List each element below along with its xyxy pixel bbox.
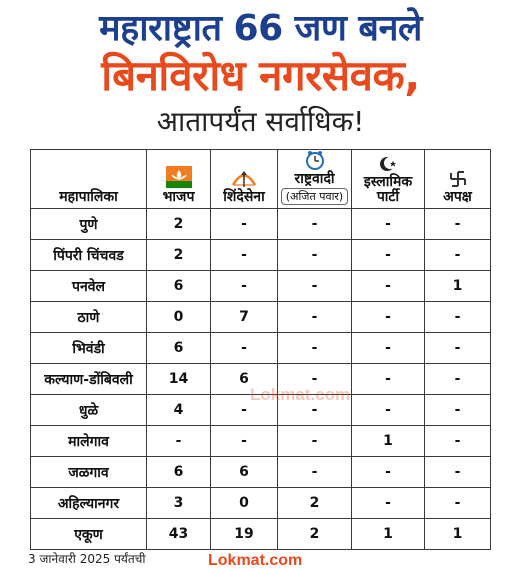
seat-count-cell: - [278, 426, 352, 457]
table-row [31, 240, 491, 271]
seat-count-cell: 2 [147, 209, 211, 240]
table-row [31, 457, 491, 488]
seat-count-cell: 2 [278, 519, 352, 550]
seat-count-cell: 4 [147, 395, 211, 426]
seat-count-cell: - [425, 488, 491, 519]
seat-count-cell: - [425, 457, 491, 488]
seat-count-cell: - [278, 457, 352, 488]
seat-count-cell: - [278, 240, 352, 271]
seat-count-cell: - [147, 426, 211, 457]
seat-count-cell: - [278, 209, 352, 240]
headline-line2: बिनविरोध नगरसेवक, [101, 51, 420, 100]
seat-count-cell: - [211, 240, 278, 271]
seat-count-cell: - [278, 395, 352, 426]
seat-count-cell: - [352, 457, 425, 488]
seat-count-cell: - [278, 271, 352, 302]
seat-count-cell: - [211, 426, 278, 457]
header-independent [425, 150, 491, 209]
seat-count-cell: - [425, 302, 491, 333]
municipality-cell: पुणे [31, 209, 147, 240]
seat-count-cell: - [211, 209, 278, 240]
seat-count-cell: 43 [147, 519, 211, 550]
header-label: भाजप [162, 189, 195, 205]
seat-count-cell: 1 [352, 519, 425, 550]
header-sublabel: (अजित पवार) [281, 188, 348, 205]
municipality-cell: भिवंडी [31, 333, 147, 364]
seat-count-cell: - [352, 240, 425, 271]
seat-count-cell: - [352, 209, 425, 240]
seat-count-cell: - [211, 333, 278, 364]
clock-icon [304, 150, 326, 170]
header-label: शिंदेसेना [223, 189, 265, 205]
municipality-cell: पिंपरी चिंचवड [31, 240, 147, 271]
header-label: राष्ट्रवादी [294, 171, 335, 187]
seat-count-cell: - [352, 395, 425, 426]
municipality-cell: कल्याण-डोंबिवली [31, 364, 147, 395]
municipality-cell: अहिल्यानगर [31, 488, 147, 519]
table-row [31, 333, 491, 364]
seat-count-cell: - [425, 364, 491, 395]
municipality-cell: ठाणे [31, 302, 147, 333]
seat-count-cell: 1 [352, 426, 425, 457]
seat-count-cell: 3 [147, 488, 211, 519]
footnote: 3 जानेवारी 2025 पर्यंतची [28, 552, 146, 566]
seat-count-cell: - [211, 395, 278, 426]
seat-count-cell: - [425, 209, 491, 240]
lotus-icon [166, 166, 192, 188]
municipality-cell: मालेगाव [31, 426, 147, 457]
seat-count-cell: - [352, 271, 425, 302]
seat-count-cell: - [352, 488, 425, 519]
header-label: अपक्ष [443, 189, 472, 205]
seat-count-cell: - [425, 333, 491, 364]
seat-count-cell: 1 [425, 271, 491, 302]
municipality-cell: धुळे [31, 395, 147, 426]
seat-count-cell: 6 [147, 271, 211, 302]
table-header-row [31, 150, 491, 209]
seat-count-cell: 14 [147, 364, 211, 395]
headline-line1: महाराष्ट्रात 66 जण बनले [99, 8, 422, 49]
header-municipality [31, 150, 147, 209]
swastika-icon [449, 170, 467, 188]
seat-count-cell: - [352, 364, 425, 395]
results-table [30, 149, 491, 550]
seat-count-cell: 19 [211, 519, 278, 550]
table-row [31, 209, 491, 240]
table-row [31, 488, 491, 519]
seat-count-cell: 2 [147, 240, 211, 271]
total-row [31, 519, 491, 550]
bow-arrow-icon [230, 170, 258, 188]
seat-count-cell: - [425, 240, 491, 271]
seat-count-cell: 6 [211, 364, 278, 395]
seat-count-cell: 6 [211, 457, 278, 488]
header-shindesena [211, 150, 278, 209]
seat-count-cell: 6 [147, 457, 211, 488]
table-row [31, 426, 491, 457]
seat-count-cell: 0 [147, 302, 211, 333]
seat-count-cell: - [278, 302, 352, 333]
municipality-cell: एकूण [31, 519, 147, 550]
header-label: इस्लामिक पार्टी [363, 174, 413, 205]
table-row [31, 302, 491, 333]
seat-count-cell: - [211, 271, 278, 302]
municipality-cell: जळगाव [31, 457, 147, 488]
crescent-icon [378, 155, 398, 173]
seat-count-cell: - [278, 364, 352, 395]
seat-count-cell: - [352, 333, 425, 364]
seat-count-cell: - [425, 426, 491, 457]
seat-count-cell: - [278, 333, 352, 364]
header-islamic-party [352, 150, 425, 209]
seat-count-cell: - [352, 302, 425, 333]
watermark: Lokmat.com [250, 385, 351, 404]
seat-count-cell: 7 [211, 302, 278, 333]
header-bjp [147, 150, 211, 209]
municipality-cell: पनवेल [31, 271, 147, 302]
header-label: महापालिका [59, 189, 118, 205]
table-row [31, 271, 491, 302]
seat-count-cell: 1 [425, 519, 491, 550]
header-ncp [278, 150, 352, 209]
headline-line3: आतापर्यंत सर्वाधिक! [156, 105, 365, 138]
seat-count-cell: - [425, 395, 491, 426]
seat-count-cell: 0 [211, 488, 278, 519]
footer-brand: Lokmat.com [208, 552, 303, 569]
seat-count-cell: 2 [278, 488, 352, 519]
seat-count-cell: 6 [147, 333, 211, 364]
